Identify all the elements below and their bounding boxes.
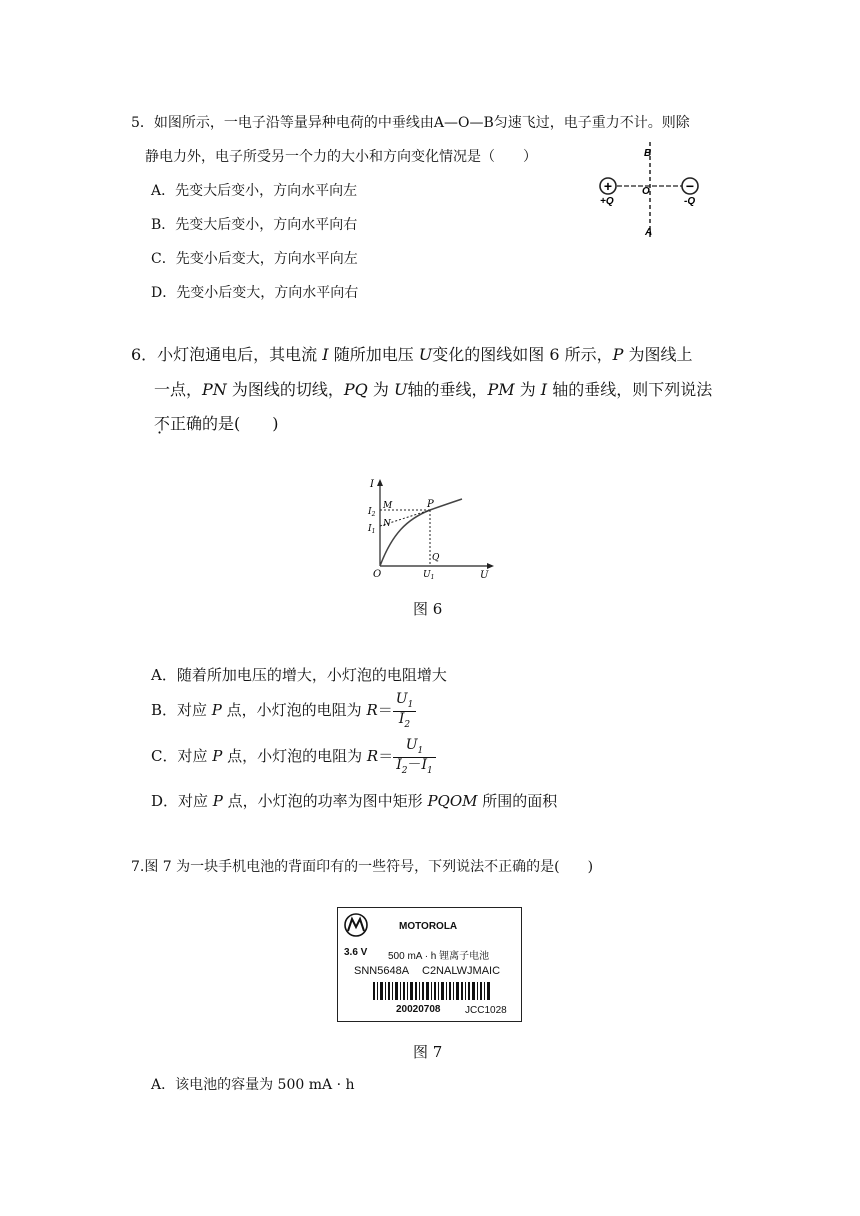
fraction-u1-over-i2-minus-i1: $\frac{U_1}{I_2-I_1}$ — [393, 738, 436, 776]
label-minus-q: -Q — [684, 196, 696, 207]
q6-stem-line1: 6．小灯泡通电后，其电流 I 随所加电压 U变化的图线如图 6 所示，P 为图线上 — [131, 345, 693, 364]
positive-sign: + — [603, 178, 613, 194]
barcode-icon — [373, 982, 491, 1000]
figure-6-caption: 图 6 — [413, 600, 443, 618]
code-c2nal: C2NALWJMAIC — [422, 965, 501, 977]
code-snn: SNN5648A — [354, 965, 410, 977]
q5-figure-charges — [590, 142, 720, 237]
date-code: 20020708 — [396, 1004, 441, 1015]
q6-stem-line2: 一点，PN 为图线的切线，PQ 为 U轴的垂线，PM 为 I 轴的垂线，则下列说法 — [154, 380, 713, 399]
label-U-axis: U — [480, 570, 489, 581]
q5-option-b: B．先变大后变小，方向水平向右 — [151, 217, 358, 233]
label-A: A — [645, 227, 653, 237]
q6-stem-line3: 不正确的是( ) — [154, 414, 279, 433]
q7-option-a: A．该电池的容量为 500 mA · h — [151, 1077, 355, 1093]
q6-option-a: A．随着所加电压的增大，小灯泡的电阻增大 — [151, 666, 447, 684]
label-N: N — [383, 519, 391, 529]
label-B: B — [644, 148, 652, 159]
label-O: O — [642, 186, 650, 197]
emphasis-not: 不 — [154, 414, 171, 433]
q5-option-c: C．先变小后变大，方向水平向左 — [151, 251, 358, 267]
label-I2: $I_2$ — [368, 507, 376, 518]
brand-text: MOTOROLA — [399, 921, 458, 932]
q5-option-a: A．先变大后变小，方向水平向左 — [151, 183, 358, 199]
figure-7-caption: 图 7 — [413, 1043, 443, 1061]
label-P: P — [427, 499, 434, 510]
label-O: O — [373, 569, 382, 580]
motorola-logo-icon — [343, 912, 369, 938]
voltage-text: 3.6 V — [344, 947, 368, 958]
battery-label — [337, 907, 522, 1022]
label-Q: Q — [432, 553, 440, 563]
q5-stem-line1: 5．如图所示，一电子沿等量异种电荷的中垂线由A—O—B匀速飞过，电子重力不计。则除 — [131, 115, 690, 131]
q6-option-d: D．对应 P 点，小灯泡的功率为图中矩形 PQOM 所围的面积 — [151, 792, 558, 810]
label-I-axis: I — [370, 479, 374, 490]
q6-option-b: B．对应 P 点，小灯泡的电阻为 R＝ $\frac{U_1}{I_2}$ — [151, 692, 416, 730]
q7-stem: 7.图 7 为一块手机电池的背面印有的一些符号，下列说法不正确的是( ) — [131, 859, 594, 875]
i-axis-arrow — [377, 479, 383, 486]
fraction-u1-over-i2: $\frac{U_1}{I_2}$ — [393, 692, 417, 730]
u-axis-arrow — [487, 563, 494, 569]
q6-figure-iu-graph — [362, 474, 497, 582]
q6-option-c: C．对应 P 点，小灯泡的电阻为 R＝ $\frac{U_1}{I_2-I_1}$ — [151, 738, 436, 776]
label-M: M — [383, 501, 393, 511]
capacity-text: 500 mA · h 锂离子电池 — [388, 951, 490, 962]
q5-stem-line2: 静电力外，电子所受另一个力的大小和方向变化情况是（ ） — [145, 149, 537, 165]
code-jcc: JCC1028 — [465, 1005, 507, 1016]
label-U1: $U_1$ — [423, 570, 435, 581]
label-I1: $I_1$ — [368, 524, 376, 535]
q5-option-d: D．先变小后变大，方向水平向右 — [151, 285, 359, 301]
iu-curve — [380, 499, 462, 566]
negative-sign: − — [685, 178, 695, 194]
label-plus-q: +Q — [600, 196, 614, 207]
